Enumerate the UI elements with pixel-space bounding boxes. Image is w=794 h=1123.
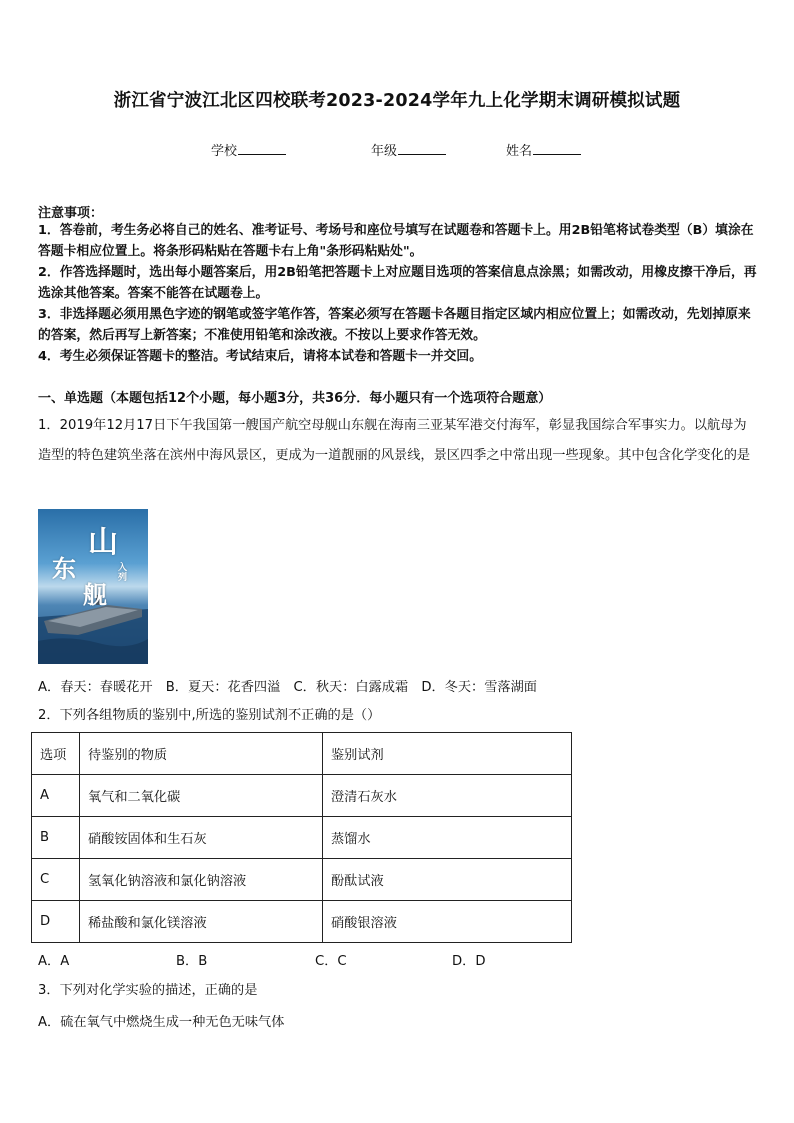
table-header-cell: 选项 [32, 733, 80, 775]
answer-option-b: B．B [176, 954, 208, 969]
answer-option-a: A．A [38, 954, 70, 969]
table-row [32, 817, 572, 859]
table-cell: A [32, 775, 80, 817]
notice-heading: 注意事项： [38, 206, 104, 221]
reagent-table [31, 732, 572, 943]
answer-option-c: C．C [315, 954, 347, 969]
name-blank [533, 141, 581, 155]
grade-field [371, 140, 446, 159]
page-title: 浙江省宁波江北区四校联考2023-2024学年九上化学期末调研模拟试题 [113, 91, 681, 111]
question-1-text: 1．2019年12月17日下午我国第一艘国产航空母舰山东舰在海南三亚某军港交付海军，彰显我国综合军事实力。以航母为造型的特色建筑坐落在滨州中海风景区，更成为一道靓丽的风景线，景区四季之中常出现一些现象。其中包含化学变化的是 [38, 418, 751, 463]
table-cell: 硝酸银溶液 [323, 901, 572, 943]
poster-small-text: 入列 [118, 563, 128, 583]
table-cell: 蒸馏水 [323, 817, 572, 859]
school-blank [238, 141, 286, 155]
poster-char-jian: 舰 [83, 580, 107, 609]
notice-item-4: 4．考生必须保证答题卡的整洁。考试结束后，请将本试卷和答题卡一并交回。 [38, 349, 482, 364]
table-cell: 酚酞试液 [323, 859, 572, 901]
table-cell: 稀盐酸和氯化镁溶液 [80, 901, 323, 943]
aircraft-carrier-poster-image [38, 509, 148, 664]
answer-option-d: D．D [452, 954, 486, 969]
table-row [32, 775, 572, 817]
table-cell: 硝酸铵固体和生石灰 [80, 817, 323, 859]
name-label: 姓名 [506, 144, 533, 159]
table-cell: 澄清石灰水 [323, 775, 572, 817]
table-cell: D [32, 901, 80, 943]
table-header-cell: 待鉴别的物质 [80, 733, 323, 775]
grade-blank [398, 141, 446, 155]
notice-item-1: 1．答卷前，考生务必将自己的姓名、准考证号、考场号和座位号填写在试题卷和答题卡上。用2B铅笔将试卷类型（B）填涂在答题卡相应位置上。将条形码粘贴在答题卡右上角"条形码粘贴处"。 [38, 223, 754, 259]
question-3-option-a: A．硫在氧气中燃烧生成一种无色无味气体 [38, 1015, 285, 1030]
poster-char-dong: 东 [52, 554, 76, 583]
question-2-text: 2．下列各组物质的鉴别中,所选的鉴别试剂不正确的是（） [38, 708, 381, 723]
question-2-answers [38, 950, 758, 968]
notice-item-3: 3．非选择题必须用黑色字迹的钢笔或签字笔作答，答案必须写在答题卡各题目指定区域内相应位置上；如需改动，先划掉原来的答案，然后再写上新答案；不准使用铅笔和涂改液。不按以上要求作答无效。 [38, 307, 751, 343]
question-1-options: A．春天：春暖花开 B．夏天：花香四溢 C．秋天：白露成霜 D．冬天：雪落湖面 [38, 680, 537, 695]
notice-item-2: 2．作答选择题时，选出每小题答案后，用2B铅笔把答题卡上对应题目选项的答案信息点涂黑；如需改动，用橡皮擦干净后，再选涂其他答案。答案不能答在试题卷上。 [38, 265, 757, 301]
question-3-text: 3．下列对化学实验的描述，正确的是 [38, 983, 258, 998]
section-heading: 一、单选题（本题包括12个小题，每小题3分，共36分．每小题只有一个选项符合题意） [38, 391, 552, 406]
student-info-row [0, 140, 794, 160]
table-cell: B [32, 817, 80, 859]
grade-label: 年级 [371, 144, 398, 159]
table-row [32, 859, 572, 901]
name-field [506, 140, 581, 159]
school-field [211, 140, 286, 159]
school-label: 学校 [211, 144, 238, 159]
table-header-row [32, 733, 572, 775]
table-cell: C [32, 859, 80, 901]
poster-char-shan: 山 [88, 525, 118, 560]
table-cell: 氢氧化钠溶液和氯化钠溶液 [80, 859, 323, 901]
table-row [32, 901, 572, 943]
table-header-cell: 鉴别试剂 [323, 733, 572, 775]
table-cell: 氧气和二氧化碳 [80, 775, 323, 817]
